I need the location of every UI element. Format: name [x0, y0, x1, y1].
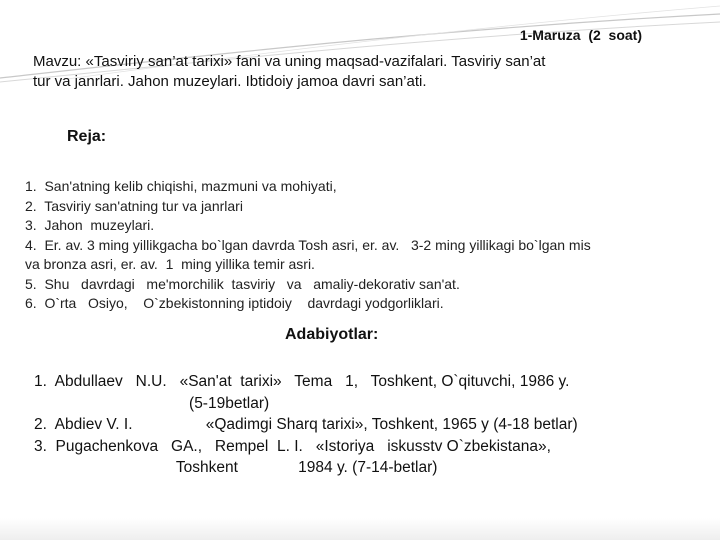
plan-item: 2. Tasviriy san'atning tur va janrlari: [25, 197, 243, 214]
literature-line: (5-19betlar): [34, 394, 270, 412]
plan-list: [25, 177, 715, 314]
lecture-title: 1-Maruza (2 soat): [519, 27, 642, 43]
literature-line: 3. Pugachenkova GA., Rempel L. I. «Istoriya iskusstv O`zbekistana»,: [34, 437, 551, 455]
topic-line-2: tur va janrlari. Jahon muzeylari. Ibtidoiy jamoa davri san’ati.: [33, 73, 427, 90]
plan-item: 4. Er. av. 3 ming yillikgacha bo`lgan davrda Tosh asri, er. av. 3-2 ming yillikagi bo`lgan mis: [25, 236, 591, 253]
literature-line: 1. Abdullaev N.U. «San'at tarixi» Tema 1, Toshkent, O`qituvchi, 1986 y.: [34, 373, 570, 390]
bottom-gradient-band: [0, 518, 720, 540]
topic-paragraph: [33, 52, 673, 92]
plan-item: 1. San'atning kelib chiqishi, mazmuni va mohiyati,: [25, 178, 337, 194]
plan-item: 5. Shu davrdagi me'morchilik tasviriy va amaliy-dekorativ san'at.: [25, 275, 460, 292]
literature-heading: Adabiyotlar:: [285, 326, 379, 343]
literature-list: [34, 371, 578, 479]
literature-line: 2. Abdiev V. I. «Qadimgi Sharq tarixi», Toshkent, 1965 y (4-18 betlar): [34, 416, 578, 433]
topic-line-1: Mavzu: «Tasviriy san’at tarixi» fani va uning maqsad-vazifalari. Tasviriy san’at: [33, 53, 546, 70]
literature-line: Toshkent 1984 y. (7-14-betlar): [34, 459, 438, 476]
plan-heading: Reja:: [67, 128, 107, 145]
plan-item: 6. O`rta Osiyo, O`zbekistonning iptidoiy davrdagi yodgorliklari.: [25, 295, 444, 311]
plan-item-continuation: va bronza asri, er. av. 1 ming yillika temir asri.: [25, 256, 315, 272]
plan-item: 3. Jahon muzeylari.: [25, 217, 155, 233]
